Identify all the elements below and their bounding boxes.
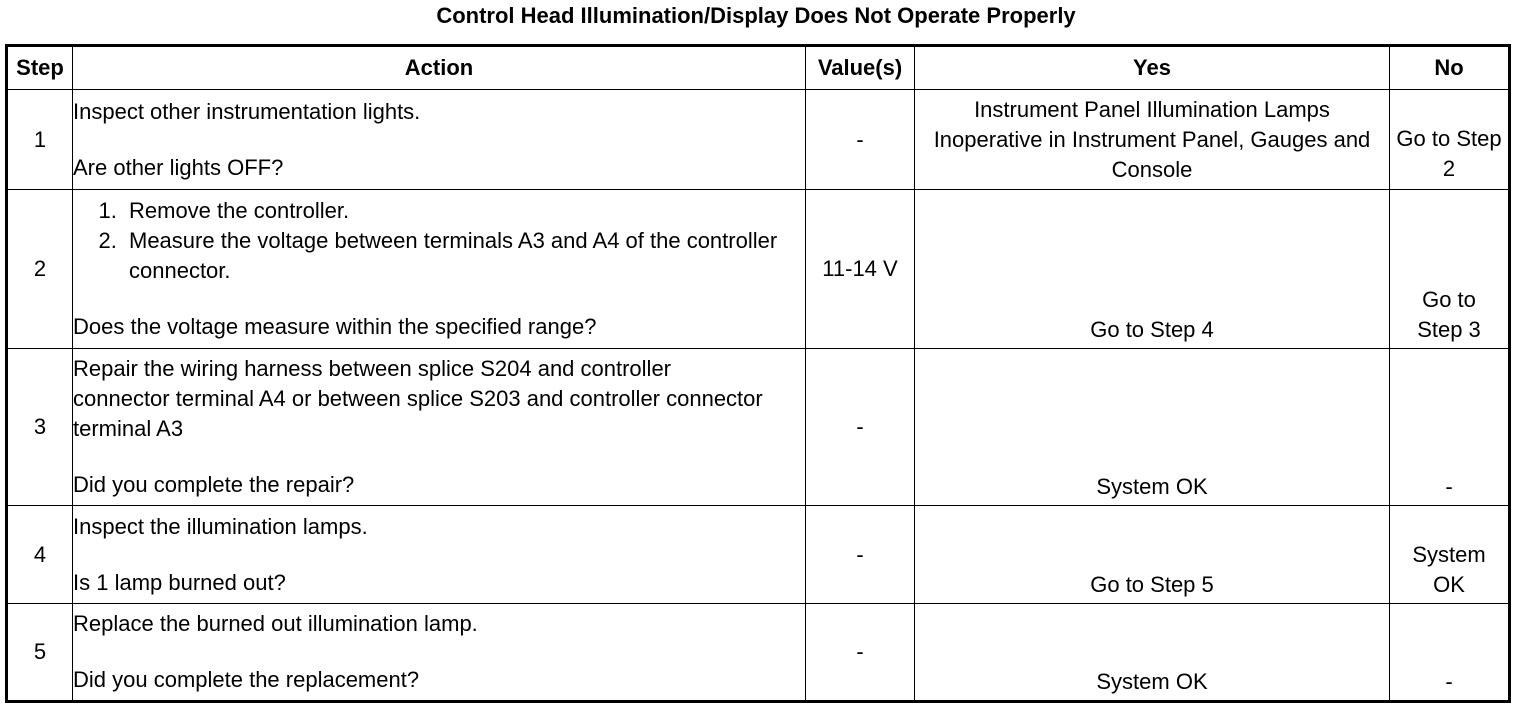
value-cell: 11-14 V: [806, 190, 915, 349]
action-cell: [73, 90, 806, 190]
table-header-row: [7, 46, 1510, 90]
table-row: [7, 349, 1510, 506]
action-text: Repair the wiring harness between splice S204 and controller connector terminal A4 or between splice S203 and controller connector terminal A3: [73, 356, 763, 441]
header-yes: Yes: [915, 46, 1390, 90]
no-cell: System OK: [1390, 506, 1510, 604]
step-number: 5: [7, 604, 73, 702]
value-cell: -: [806, 506, 915, 604]
no-cell: Go to Step 2: [1390, 90, 1510, 190]
yes-cell: Instrument Panel Illumination Lamps Inoperative in Instrument Panel, Gauges and Console: [915, 90, 1390, 190]
action-question: Is 1 lamp burned out?: [73, 569, 286, 595]
header-values: Value(s): [806, 46, 915, 90]
yes-cell: System OK: [915, 604, 1390, 702]
page-title: Control Head Illumination/Display Does Not Operate Properly: [436, 3, 1076, 28]
action-text: Replace the burned out illumination lamp.: [73, 611, 478, 636]
action-cell: [73, 604, 806, 702]
no-cell: Go to Step 3: [1390, 190, 1510, 349]
action-question: Did you complete the repair?: [73, 472, 355, 497]
diagnostic-table: [5, 44, 1511, 703]
action-question: Did you complete the replacement?: [73, 667, 420, 692]
step-number: 3: [7, 349, 73, 506]
list-item: 2. Measure the voltage between terminals A3 and A4 of the controller connector.: [123, 226, 805, 286]
header-action: Action: [73, 46, 806, 90]
yes-cell: Go to Step 4: [915, 190, 1390, 349]
no-cell: -: [1390, 604, 1510, 702]
step-number: 4: [7, 506, 73, 604]
header-step: Step: [7, 46, 73, 90]
header-no: No: [1390, 46, 1510, 90]
action-question: Are other lights OFF?: [73, 154, 284, 180]
action-cell: [73, 349, 806, 506]
value-cell: -: [806, 90, 915, 190]
table-row: [7, 604, 1510, 702]
yes-cell: System OK: [915, 349, 1390, 506]
no-cell: -: [1390, 349, 1510, 506]
list-item: 1. Remove the controller.: [123, 196, 805, 226]
action-cell: [73, 506, 806, 604]
action-text: Inspect other instrumentation lights.: [73, 98, 421, 124]
value-cell: -: [806, 349, 915, 506]
step-number: 2: [7, 190, 73, 349]
action-text: Inspect the illumination lamps.: [73, 513, 368, 539]
action-cell: [73, 190, 806, 349]
table-row: [7, 90, 1510, 190]
value-cell: -: [806, 604, 915, 702]
action-steps-list: [73, 196, 805, 286]
action-question: Does the voltage measure within the specified range?: [73, 314, 597, 339]
table-row: [7, 190, 1510, 349]
yes-cell: Go to Step 5: [915, 506, 1390, 604]
step-number: 1: [7, 90, 73, 190]
table-row: [7, 506, 1510, 604]
